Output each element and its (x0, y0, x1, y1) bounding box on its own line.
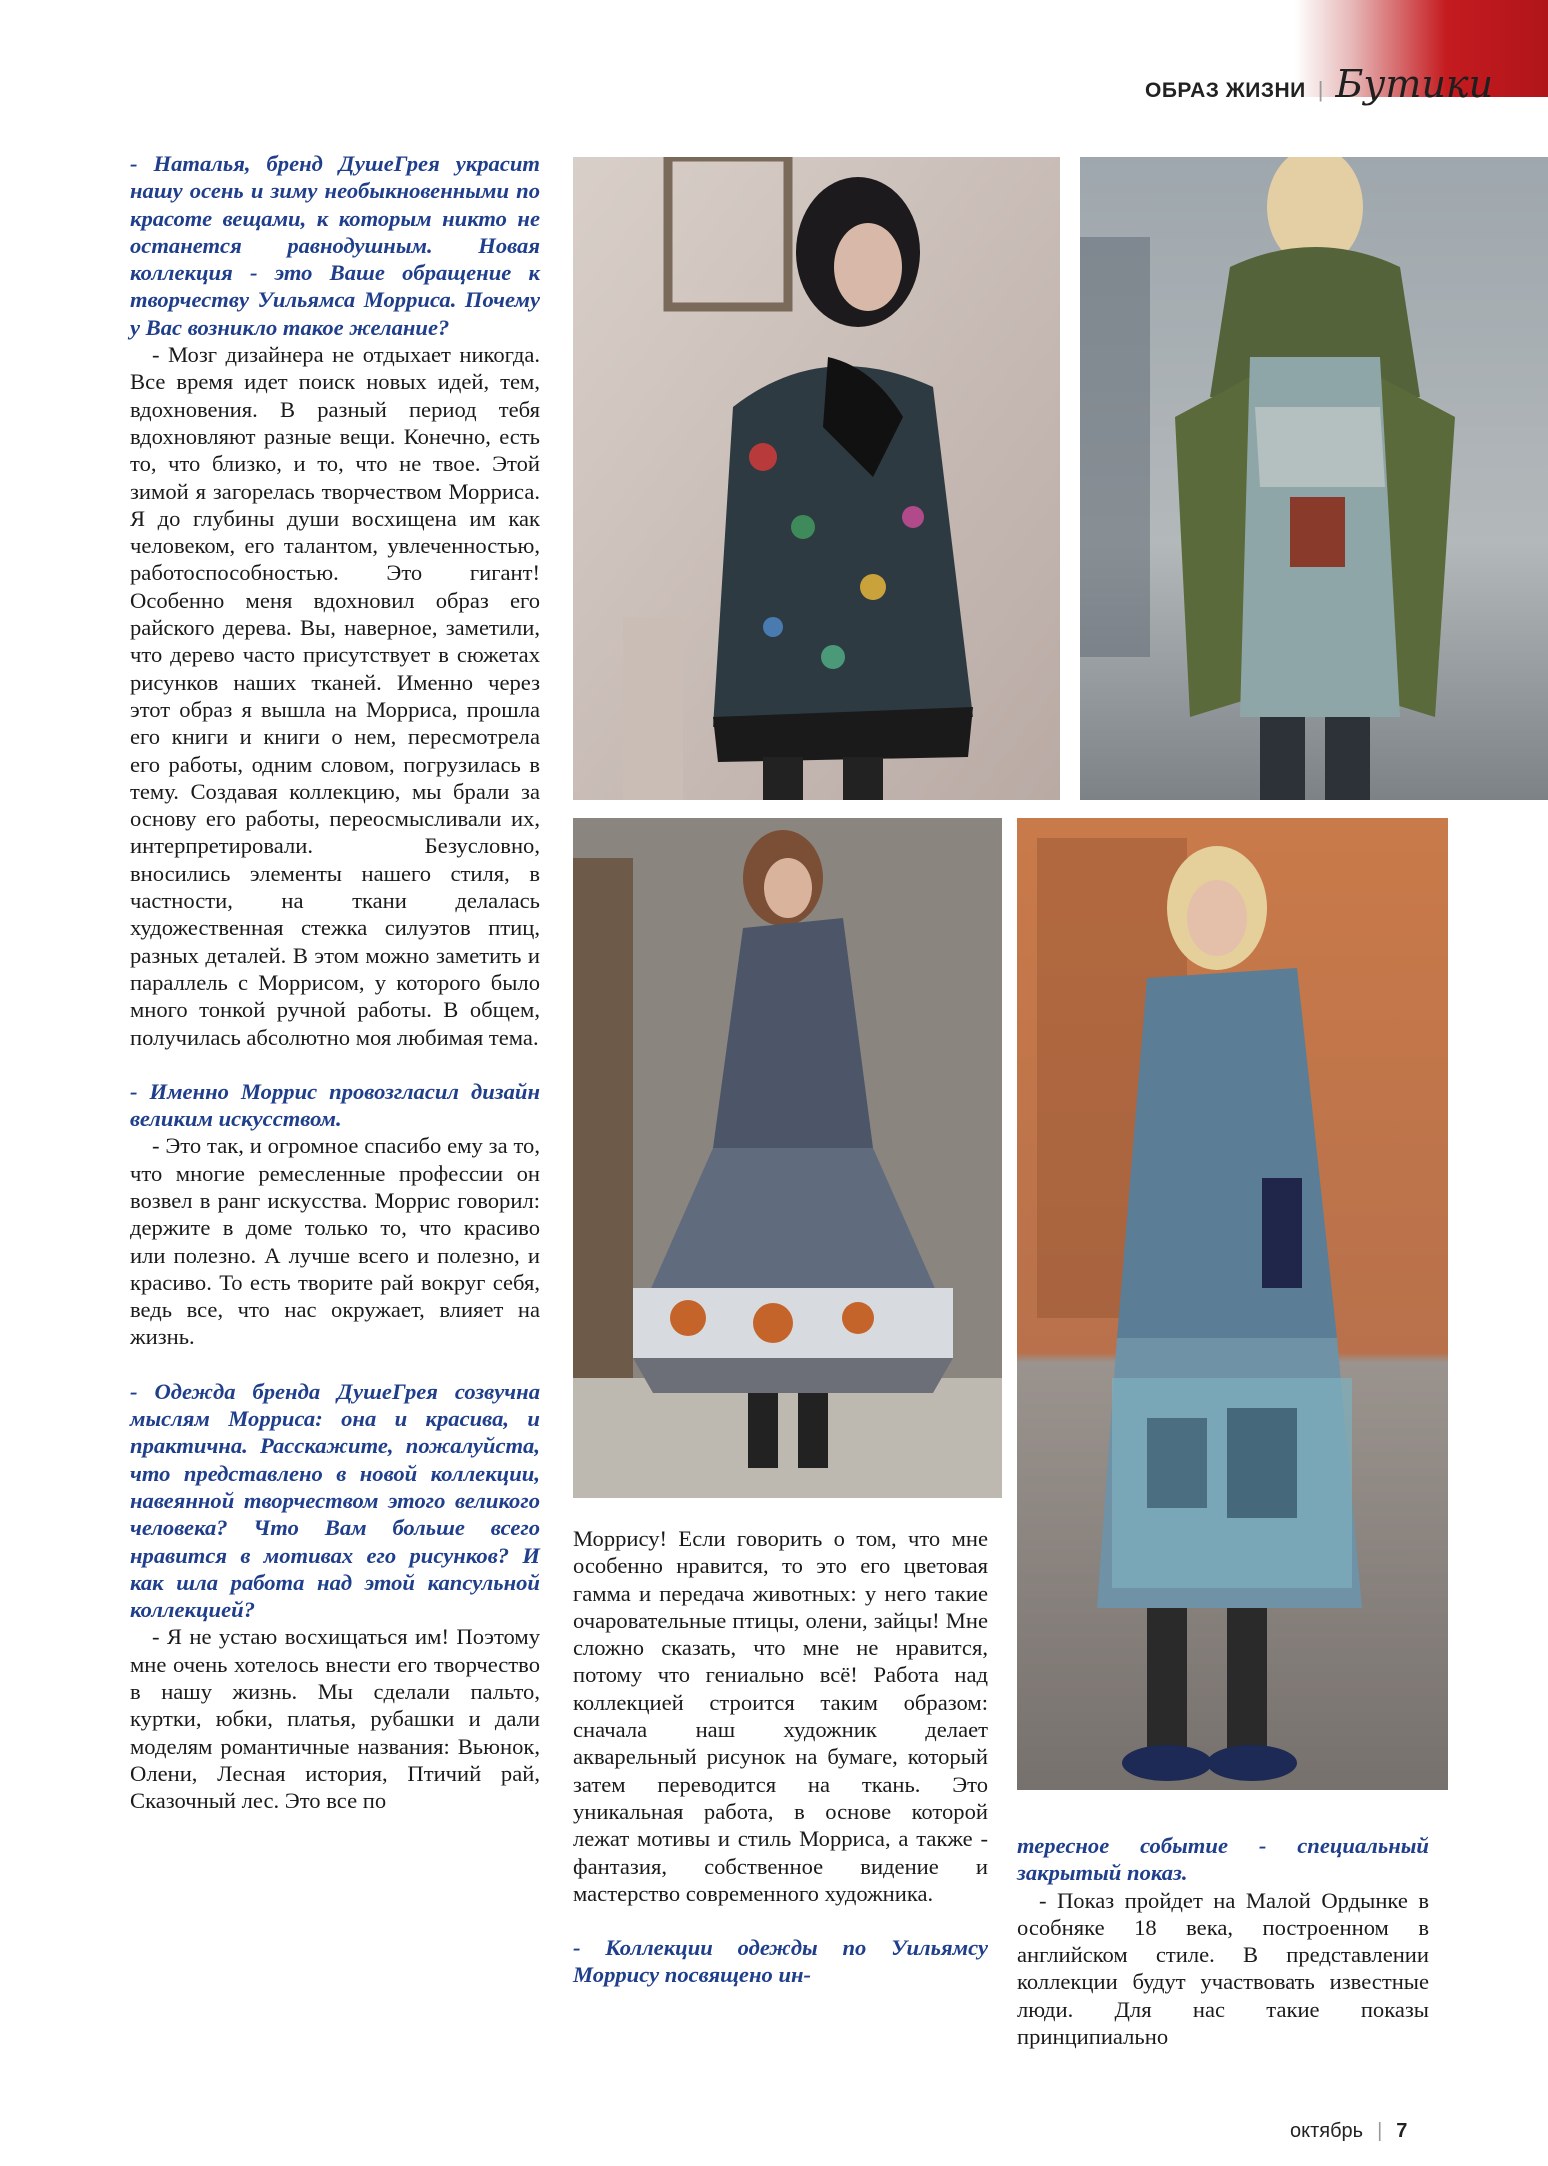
interview-answer: - Мозг дизайнера не отдыхает никогда. Все время идет поиск новых идей, тем, вдохновения. В разный период тебя вдохновляют разные вещи. Конечно, есть то, что близко, и то, что не твое. Этой зимой я загорелась творчеством Морриса. Я до глубины души восхищена им как человеком, его талантом, увлеченностью, работоспособностью. Это гигант! Особенно меня вдохновил образ его райского дерева. Вы, наверное, заметили, что дерево часто присутствует в сюжетах рисунков наших тканей. Именно через этот образ я вышла на Морриса, прошла его книги и книги о нем, пересмотрела его работы, одним словом, погрузилась в тему. Создавая коллекцию, мы брали за основу его работы, переосмысливали их, интерпретировали. Безусловно, вносились элементы нашего стиля, в частности, на ткани делалась художественная стежка силуэтов птиц, разных деталей. В этом можно заметить и параллель с Моррисом, у которого было много тонкой ручной работы. В общем, получилась абсолютно моя любимая тема. (130, 342, 540, 1050)
photo-model-floral-jacket (573, 157, 1060, 800)
rubric-title: Бутики (1335, 62, 1494, 106)
interview-question: - Именно Моррис провозгласил дизайн великим искусством. (130, 1078, 540, 1132)
text-column-1 (130, 150, 540, 1815)
photo-model-blue-city-coat (1017, 818, 1448, 1790)
interview-question: - Наталья, бренд ДушеГрея украсит нашу осень и зиму необыкновенными по красоте вещами, к которым никто не останется равнодушным. Новая коллекция - это Ваше обращение к творчеству Уильямса Морриса. Почему у Вас возникло такое желание? (130, 151, 540, 340)
photo-model-green-jacket-back (1080, 157, 1548, 800)
photo-model-fox-print-coat (573, 818, 1002, 1498)
text-column-3 (1017, 1832, 1429, 2050)
header-separator: | (1317, 77, 1324, 102)
footer-separator: | (1377, 2120, 1383, 2142)
text-column-2 (573, 1525, 988, 1989)
footer-month: октябрь (1290, 2120, 1364, 2142)
page-number: 7 (1396, 2120, 1408, 2142)
interview-question: тересное событие - специальный закрытый показ. (1017, 1833, 1429, 1886)
interview-answer: - Это так, и огромное спасибо ему за то, что многие ремесленные профессии он возвел в ранг искусства. Моррис говорил: держите в доме только то, что красиво или полезно. А лучше всего и полезно, и красиво. То есть творите рай вокруг себя, ведь все, что нас окружает, влияет на жизнь. (130, 1133, 540, 1350)
section-title: ОБРАЗ ЖИЗНИ (1145, 79, 1306, 102)
page-header (1145, 62, 1494, 106)
page-footer (1290, 2120, 1407, 2143)
interview-answer: - Я не устаю восхищаться им! Поэтому мне очень хотелось внести его творчество в нашу жизнь. Мы сделали пальто, куртки, юбки, платья, рубашки и дали моделям романтичные названия: Вьюнок, Олени, Лесная история, Птичий рай, Сказочный лес. Это все по (130, 1624, 540, 1814)
interview-question: - Коллекции одежды по Уильямсу Моррису посвящено ин- (573, 1935, 988, 1988)
interview-answer: Моррису! Если говорить о том, что мне особенно нравится, то это его цветовая гамма и передача животных: у него такие очаровательные птицы, олени, зайцы! Мне сложно сказать, что мне не нравится, потому что гениально всё! Работа над коллекцией строится таким образом: сначала наш художник делает акварельный рисунок на бумаге, который затем переводится на ткань. Это уникальная работа, в основе которой лежат мотивы и стиль Морриса, а также - фантазия, собственное видение и мастерство современного художника. (573, 1526, 988, 1906)
interview-question: - Одежда бренда ДушеГрея созвучна мыслям Морриса: она и красива, и практична. Расскажите, пожалуйста, что представлено в новой коллекции, навеянной творчеством этого великого человека? Что Вам больше всего нравится в мотивах его рисунков? И как шла работа над этой капсульной коллекцией? (130, 1378, 540, 1623)
interview-answer: - Показ пройдет на Малой Ордынке в особняке 18 века, построенном в английском стиле. В представлении коллекции будут участвовать известные люди. Для нас такие показы принципиально (1017, 1887, 1429, 2050)
